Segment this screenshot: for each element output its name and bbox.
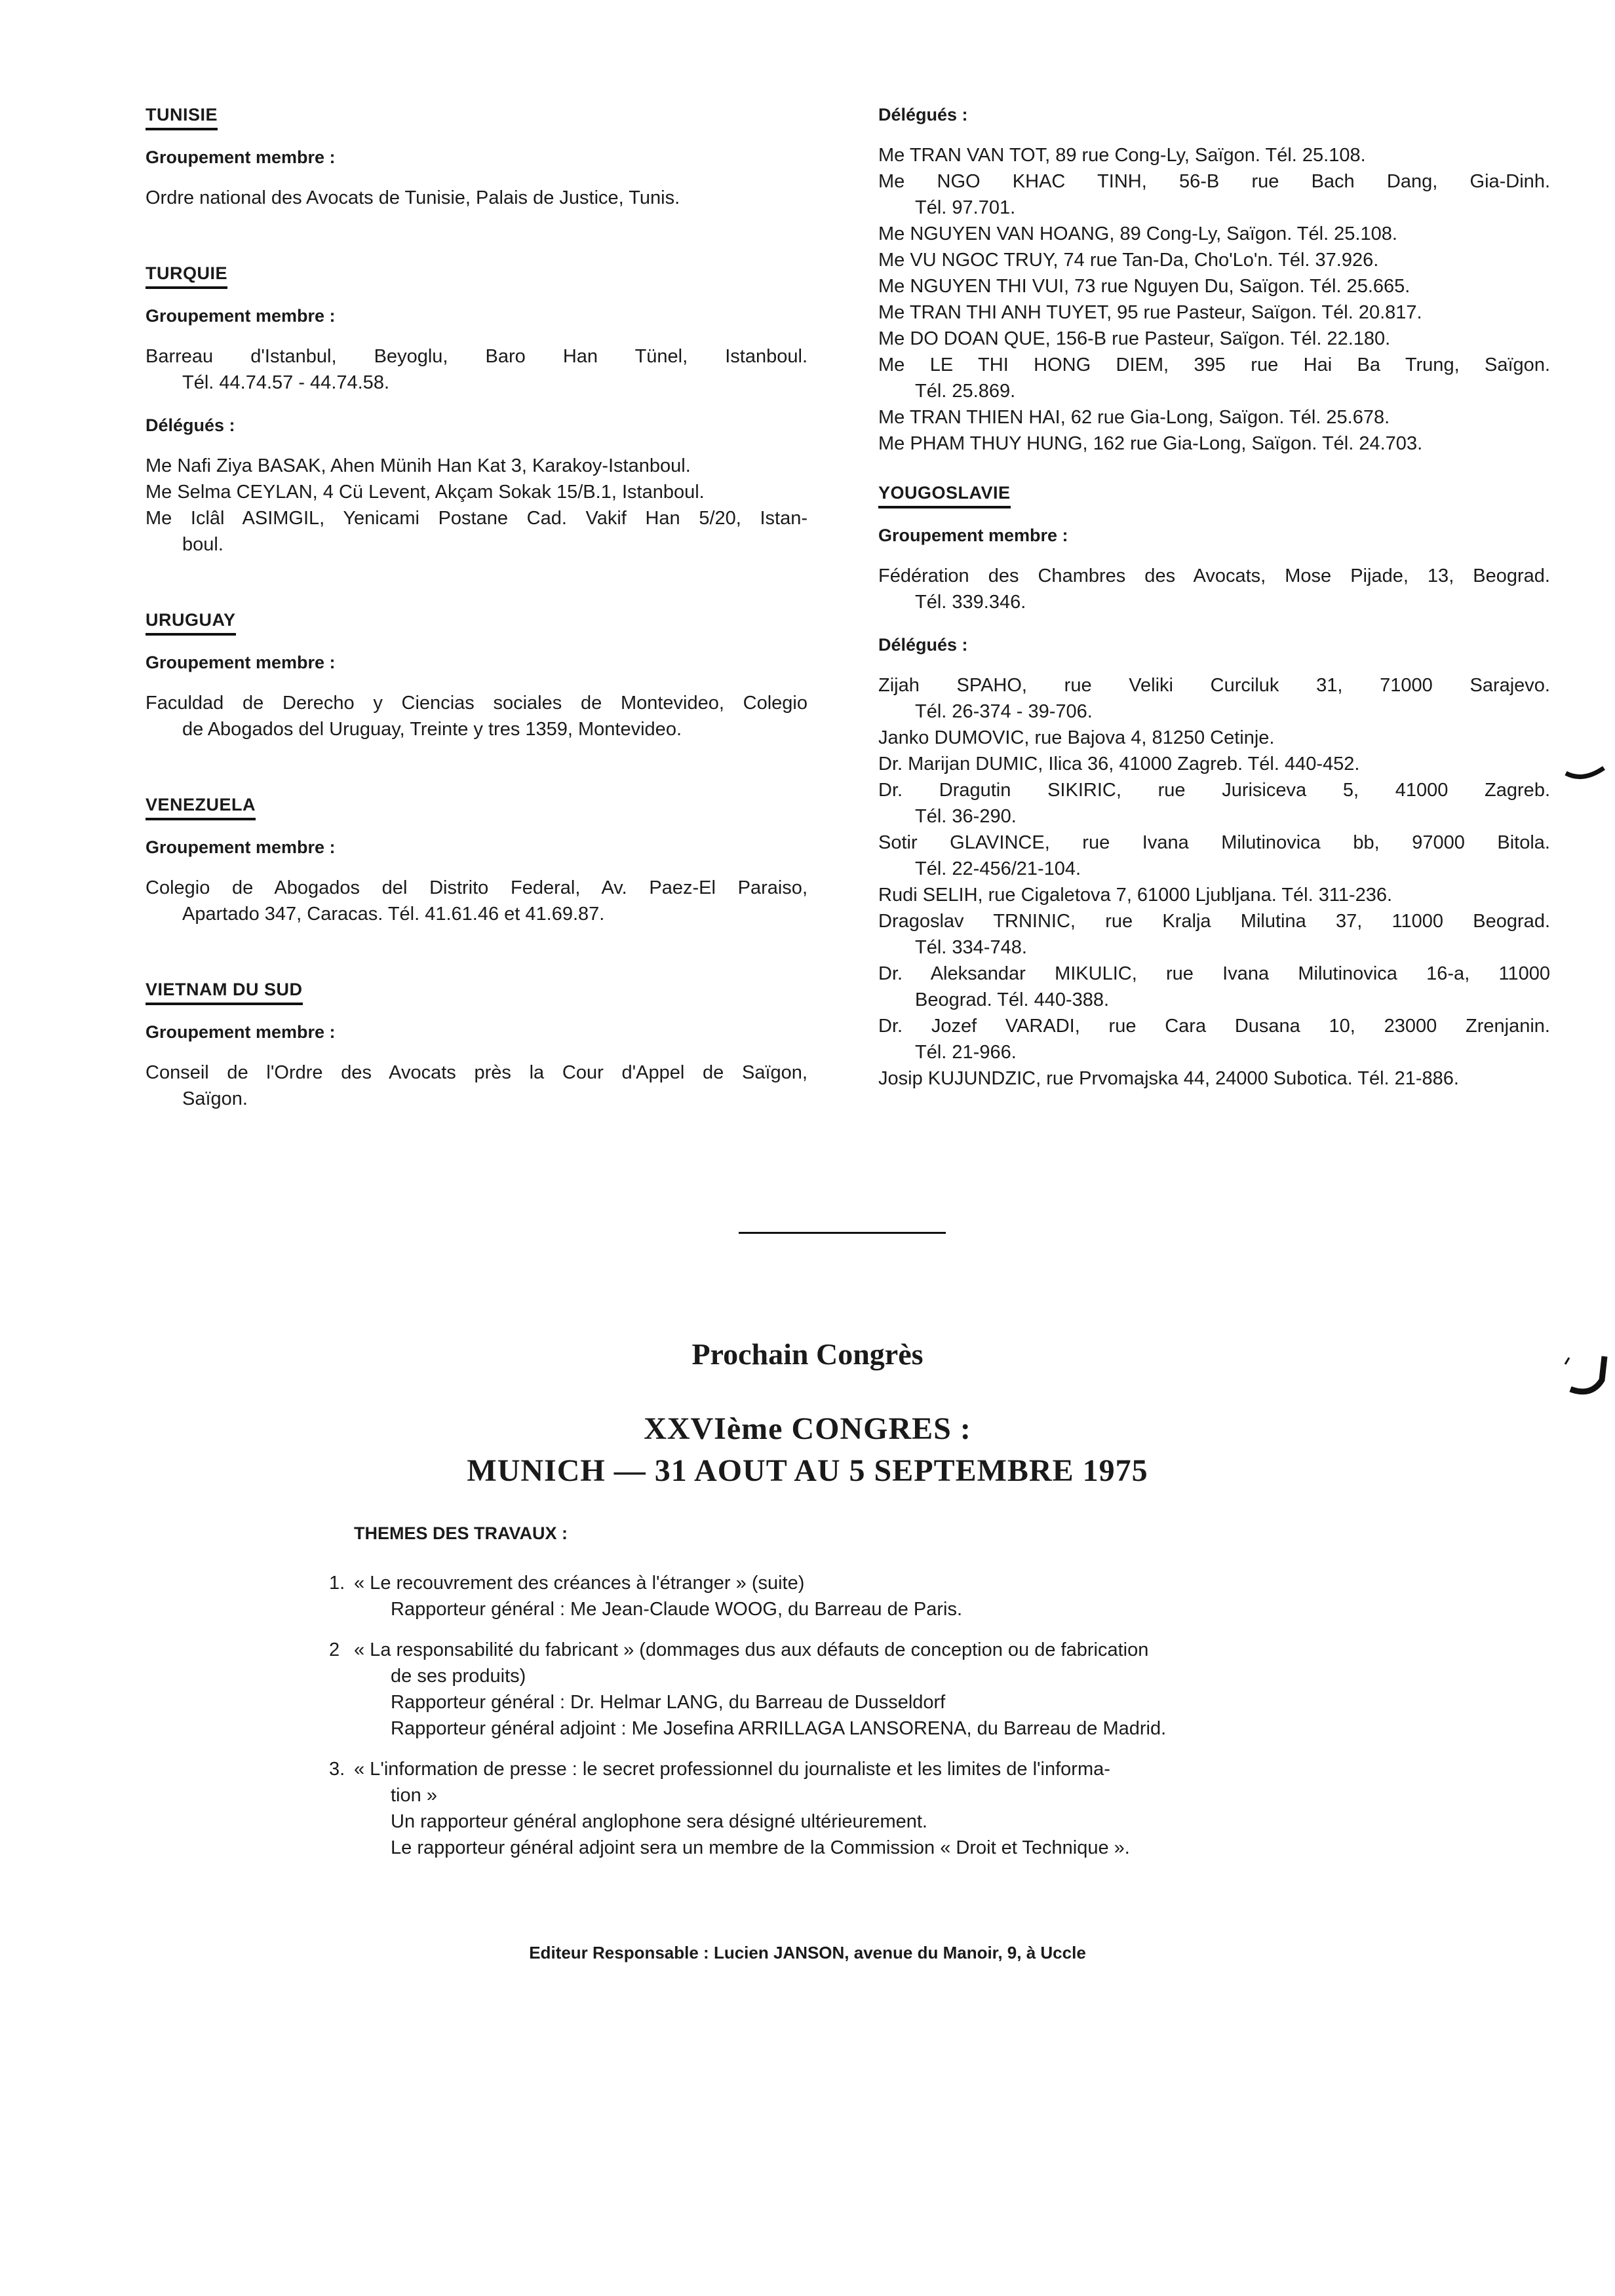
country-section bbox=[878, 105, 1550, 457]
entry-line: Josip KUJUNDZIC, rue Prvomajska 44, 24000 Subotica. Tél. 21-886. bbox=[878, 1068, 1459, 1089]
address-entry bbox=[878, 961, 1550, 1013]
country-heading: TURQUIE bbox=[146, 263, 227, 289]
entry-block bbox=[146, 147, 808, 211]
country-heading: YOUGOSLAVIE bbox=[878, 483, 1011, 508]
themes-list bbox=[329, 1570, 1331, 1861]
entry-line: Me NGUYEN THI VUI, 73 rue Nguyen Du, Saïgon. Tél. 25.665. bbox=[878, 276, 1411, 297]
editor-footer: Editeur Responsable : Lucien JANSON, avenue du Manoir, 9, à Uccle bbox=[529, 1943, 1086, 1962]
entry-line: Tél. 21-966. bbox=[915, 1042, 1017, 1063]
theme-line: Un rapporteur général anglophone sera désigné ultérieurement. bbox=[391, 1811, 927, 1832]
entry-line: Tél. 25.869. bbox=[915, 381, 1016, 402]
entry-line: Me TRAN THI ANH TUYET, 95 rue Pasteur, Saïgon. Tél. 20.817. bbox=[878, 302, 1422, 323]
entry-line: Faculdad de Derecho y Ciencias sociales de Montevideo, Colegio bbox=[146, 693, 808, 714]
entry-line: Dr. Jozef VARADI, rue Cara Dusana 10, 23000 Zrenjanin. bbox=[878, 1016, 1550, 1037]
country-heading: VIETNAM DU SUD bbox=[146, 980, 303, 1005]
address-entry bbox=[146, 1060, 808, 1112]
theme-line: Rapporteur général adjoint : Me Josefina ARRILLAGA LANSORENA, du Barreau de Madrid. bbox=[391, 1718, 1167, 1739]
entry-line: Dr. Marijan DUMIC, Ilica 36, 41000 Zagreb. Tél. 440-452. bbox=[878, 754, 1360, 775]
congress-announcement bbox=[0, 1337, 1615, 1492]
entry-block bbox=[146, 415, 808, 558]
country-section bbox=[146, 610, 808, 742]
congress-dates: MUNICH — 31 AOUT AU 5 SEPTEMBRE 1975 bbox=[467, 1453, 1148, 1488]
left-column bbox=[146, 105, 808, 1164]
entry-line: Me Nafi Ziya BASAK, Ahen Münih Han Kat 3, Karakoy-Istanboul. bbox=[146, 455, 691, 476]
block-heading: Groupement membre : bbox=[146, 1022, 336, 1042]
entry-block bbox=[878, 635, 1550, 1092]
entry-line: Tél. 339.346. bbox=[915, 592, 1026, 613]
theme-line: « La responsabilité du fabricant » (dommages dus aux défauts de conception ou de fabrication bbox=[354, 1639, 1149, 1660]
entry-block bbox=[146, 306, 808, 396]
entry-line: Tél. 26-374 - 39-706. bbox=[915, 701, 1093, 722]
entry-line: Me Selma CEYLAN, 4 Cü Levent, Akçam Sokak 15/B.1, Istanboul. bbox=[146, 482, 705, 503]
entry-line: Tél. 22-456/21-104. bbox=[915, 858, 1081, 879]
address-entry bbox=[146, 453, 808, 479]
address-entry bbox=[878, 1013, 1550, 1065]
entry-line: Zijah SPAHO, rue Veliki Curciluk 31, 71000 Sarajevo. bbox=[878, 675, 1550, 696]
block-heading: Groupement membre : bbox=[146, 306, 336, 326]
address-entry bbox=[878, 563, 1550, 615]
address-entry bbox=[878, 221, 1550, 247]
theme-item bbox=[329, 1637, 1331, 1742]
theme-line: tion » bbox=[391, 1785, 437, 1806]
entry-line: Tél. 36-290. bbox=[915, 806, 1017, 827]
country-section bbox=[146, 795, 808, 927]
address-entry bbox=[878, 908, 1550, 961]
entry-line: de Abogados del Uruguay, Treinte y tres 1359, Montevideo. bbox=[182, 719, 682, 740]
section-divider bbox=[739, 1232, 946, 1234]
country-heading: TUNISIE bbox=[146, 105, 218, 130]
block-heading: Groupement membre : bbox=[146, 653, 336, 672]
theme-line: de ses produits) bbox=[391, 1666, 526, 1687]
entry-line: Rudi SELIH, rue Cigaletova 7, 61000 Ljubljana. Tél. 311-236. bbox=[878, 885, 1393, 906]
entry-line: Me LE THI HONG DIEM, 395 rue Hai Ba Trung, Saïgon. bbox=[878, 354, 1550, 375]
entry-line: Apartado 347, Caracas. Tél. 41.61.46 et 41.69.87. bbox=[182, 904, 605, 925]
address-entry bbox=[146, 875, 808, 927]
entry-line: Tél. 44.74.57 - 44.74.58. bbox=[182, 372, 389, 393]
address-entry bbox=[878, 247, 1550, 273]
theme-number: 2 bbox=[329, 1639, 340, 1660]
country-section bbox=[146, 980, 808, 1112]
scan-mark bbox=[1563, 760, 1609, 786]
address-entry bbox=[878, 299, 1550, 326]
entry-block bbox=[146, 837, 808, 927]
address-entry bbox=[878, 777, 1550, 830]
country-section bbox=[878, 483, 1550, 1092]
entry-line: Ordre national des Avocats de Tunisie, Palais de Justice, Tunis. bbox=[146, 187, 680, 208]
entry-line: Saïgon. bbox=[182, 1088, 248, 1109]
country-heading: URUGUAY bbox=[146, 610, 236, 636]
entry-line: Barreau d'Istanbul, Beyoglu, Baro Han Tünel, Istanboul. bbox=[146, 346, 808, 367]
entry-line: Me DO DOAN QUE, 156-B rue Pasteur, Saïgon. Tél. 22.180. bbox=[878, 328, 1391, 349]
theme-line: « L'information de presse : le secret professionnel du journaliste et les limites de l'informa- bbox=[354, 1759, 1110, 1780]
block-heading: Délégués : bbox=[878, 105, 968, 124]
country-section bbox=[146, 105, 808, 211]
address-entry bbox=[146, 185, 808, 211]
address-entry bbox=[878, 672, 1550, 725]
themes-heading: THEMES DES TRAVAUX : bbox=[354, 1523, 568, 1543]
entry-line: Dragoslav TRNINIC, rue Kralja Milutina 37, 11000 Beograd. bbox=[878, 911, 1550, 932]
entry-line: Fédération des Chambres des Avocats, Mose Pijade, 13, Beograd. bbox=[878, 565, 1550, 586]
entry-line: Beograd. Tél. 440-388. bbox=[915, 989, 1110, 1010]
address-entry bbox=[146, 479, 808, 505]
entry-block bbox=[146, 653, 808, 742]
entry-line: Me NGUYEN VAN HOANG, 89 Cong-Ly, Saïgon. Tél. 25.108. bbox=[878, 223, 1397, 244]
entry-line: Me TRAN VAN TOT, 89 rue Cong-Ly, Saïgon. Tél. 25.108. bbox=[878, 145, 1366, 166]
theme-item bbox=[329, 1570, 1331, 1622]
address-entry bbox=[146, 505, 808, 558]
address-entry bbox=[878, 326, 1550, 352]
entry-line: Me PHAM THUY HUNG, 162 rue Gia-Long, Saïgon. Tél. 24.703. bbox=[878, 433, 1423, 454]
entry-line: Sotir GLAVINCE, rue Ivana Milutinovica bb, 97000 Bitola. bbox=[878, 832, 1550, 853]
address-entry bbox=[878, 142, 1550, 168]
entry-line: Me NGO KHAC TINH, 56-B rue Bach Dang, Gia-Dinh. bbox=[878, 171, 1550, 192]
address-entry bbox=[146, 690, 808, 742]
entry-line: Dr. Dragutin SIKIRIC, rue Jurisiceva 5, 41000 Zagreb. bbox=[878, 780, 1550, 801]
address-entry bbox=[878, 352, 1550, 404]
entry-line: Me Iclâl ASIMGIL, Yenicami Postane Cad. Vakif Han 5/20, Istan- bbox=[146, 508, 808, 529]
theme-line: Rapporteur général : Me Jean-Claude WOOG, du Barreau de Paris. bbox=[391, 1599, 963, 1620]
address-entry bbox=[878, 830, 1550, 882]
congress-title: XXVIème CONGRES : bbox=[644, 1411, 971, 1446]
scan-mark bbox=[1560, 1350, 1615, 1402]
entry-line: Tél. 334-748. bbox=[915, 937, 1027, 958]
entry-block bbox=[878, 105, 1550, 457]
entry-block bbox=[146, 1022, 808, 1112]
entry-line: Colegio de Abogados del Distrito Federal, Av. Paez-El Paraiso, bbox=[146, 877, 808, 898]
theme-item bbox=[329, 1756, 1331, 1861]
address-entry bbox=[878, 725, 1550, 751]
address-entry bbox=[878, 751, 1550, 777]
block-heading: Groupement membre : bbox=[878, 526, 1068, 545]
block-heading: Groupement membre : bbox=[146, 837, 336, 857]
address-entry bbox=[878, 273, 1550, 299]
entry-line: Janko DUMOVIC, rue Bajova 4, 81250 Cetinje. bbox=[878, 727, 1275, 748]
next-congress-heading: Prochain Congrès bbox=[691, 1337, 924, 1371]
theme-line: Rapporteur général : Dr. Helmar LANG, du Barreau de Dusseldorf bbox=[391, 1692, 946, 1713]
address-entry bbox=[878, 430, 1550, 457]
address-entry bbox=[878, 882, 1550, 908]
theme-line: Le rapporteur général adjoint sera un membre de la Commission « Droit et Technique ». bbox=[391, 1837, 1130, 1858]
theme-number: 1. bbox=[329, 1573, 345, 1594]
entry-line: Conseil de l'Ordre des Avocats près la Cour d'Appel de Saïgon, bbox=[146, 1062, 808, 1083]
country-heading: VENEZUELA bbox=[146, 795, 256, 820]
entry-line: Me VU NGOC TRUY, 74 rue Tan-Da, Cho'Lo'n. Tél. 37.926. bbox=[878, 250, 1379, 271]
block-heading: Groupement membre : bbox=[146, 147, 336, 167]
address-entry bbox=[878, 168, 1550, 221]
address-entry bbox=[146, 343, 808, 396]
entry-line: Dr. Aleksandar MIKULIC, rue Ivana Milutinovica 16-a, 11000 bbox=[878, 963, 1550, 984]
themes-section bbox=[329, 1523, 1331, 1875]
block-heading: Délégués : bbox=[146, 415, 235, 435]
block-heading: Délégués : bbox=[878, 635, 968, 655]
theme-line: « Le recouvrement des créances à l'étranger » (suite) bbox=[354, 1573, 805, 1594]
entry-line: Tél. 97.701. bbox=[915, 197, 1016, 218]
entry-block bbox=[878, 526, 1550, 615]
country-section bbox=[146, 263, 808, 558]
entry-line: boul. bbox=[182, 534, 224, 555]
address-entry bbox=[878, 404, 1550, 430]
address-entry bbox=[878, 1065, 1550, 1092]
entry-line: Me TRAN THIEN HAI, 62 rue Gia-Long, Saïgon. Tél. 25.678. bbox=[878, 407, 1390, 428]
theme-number: 3. bbox=[329, 1759, 345, 1780]
right-column bbox=[878, 105, 1550, 1118]
